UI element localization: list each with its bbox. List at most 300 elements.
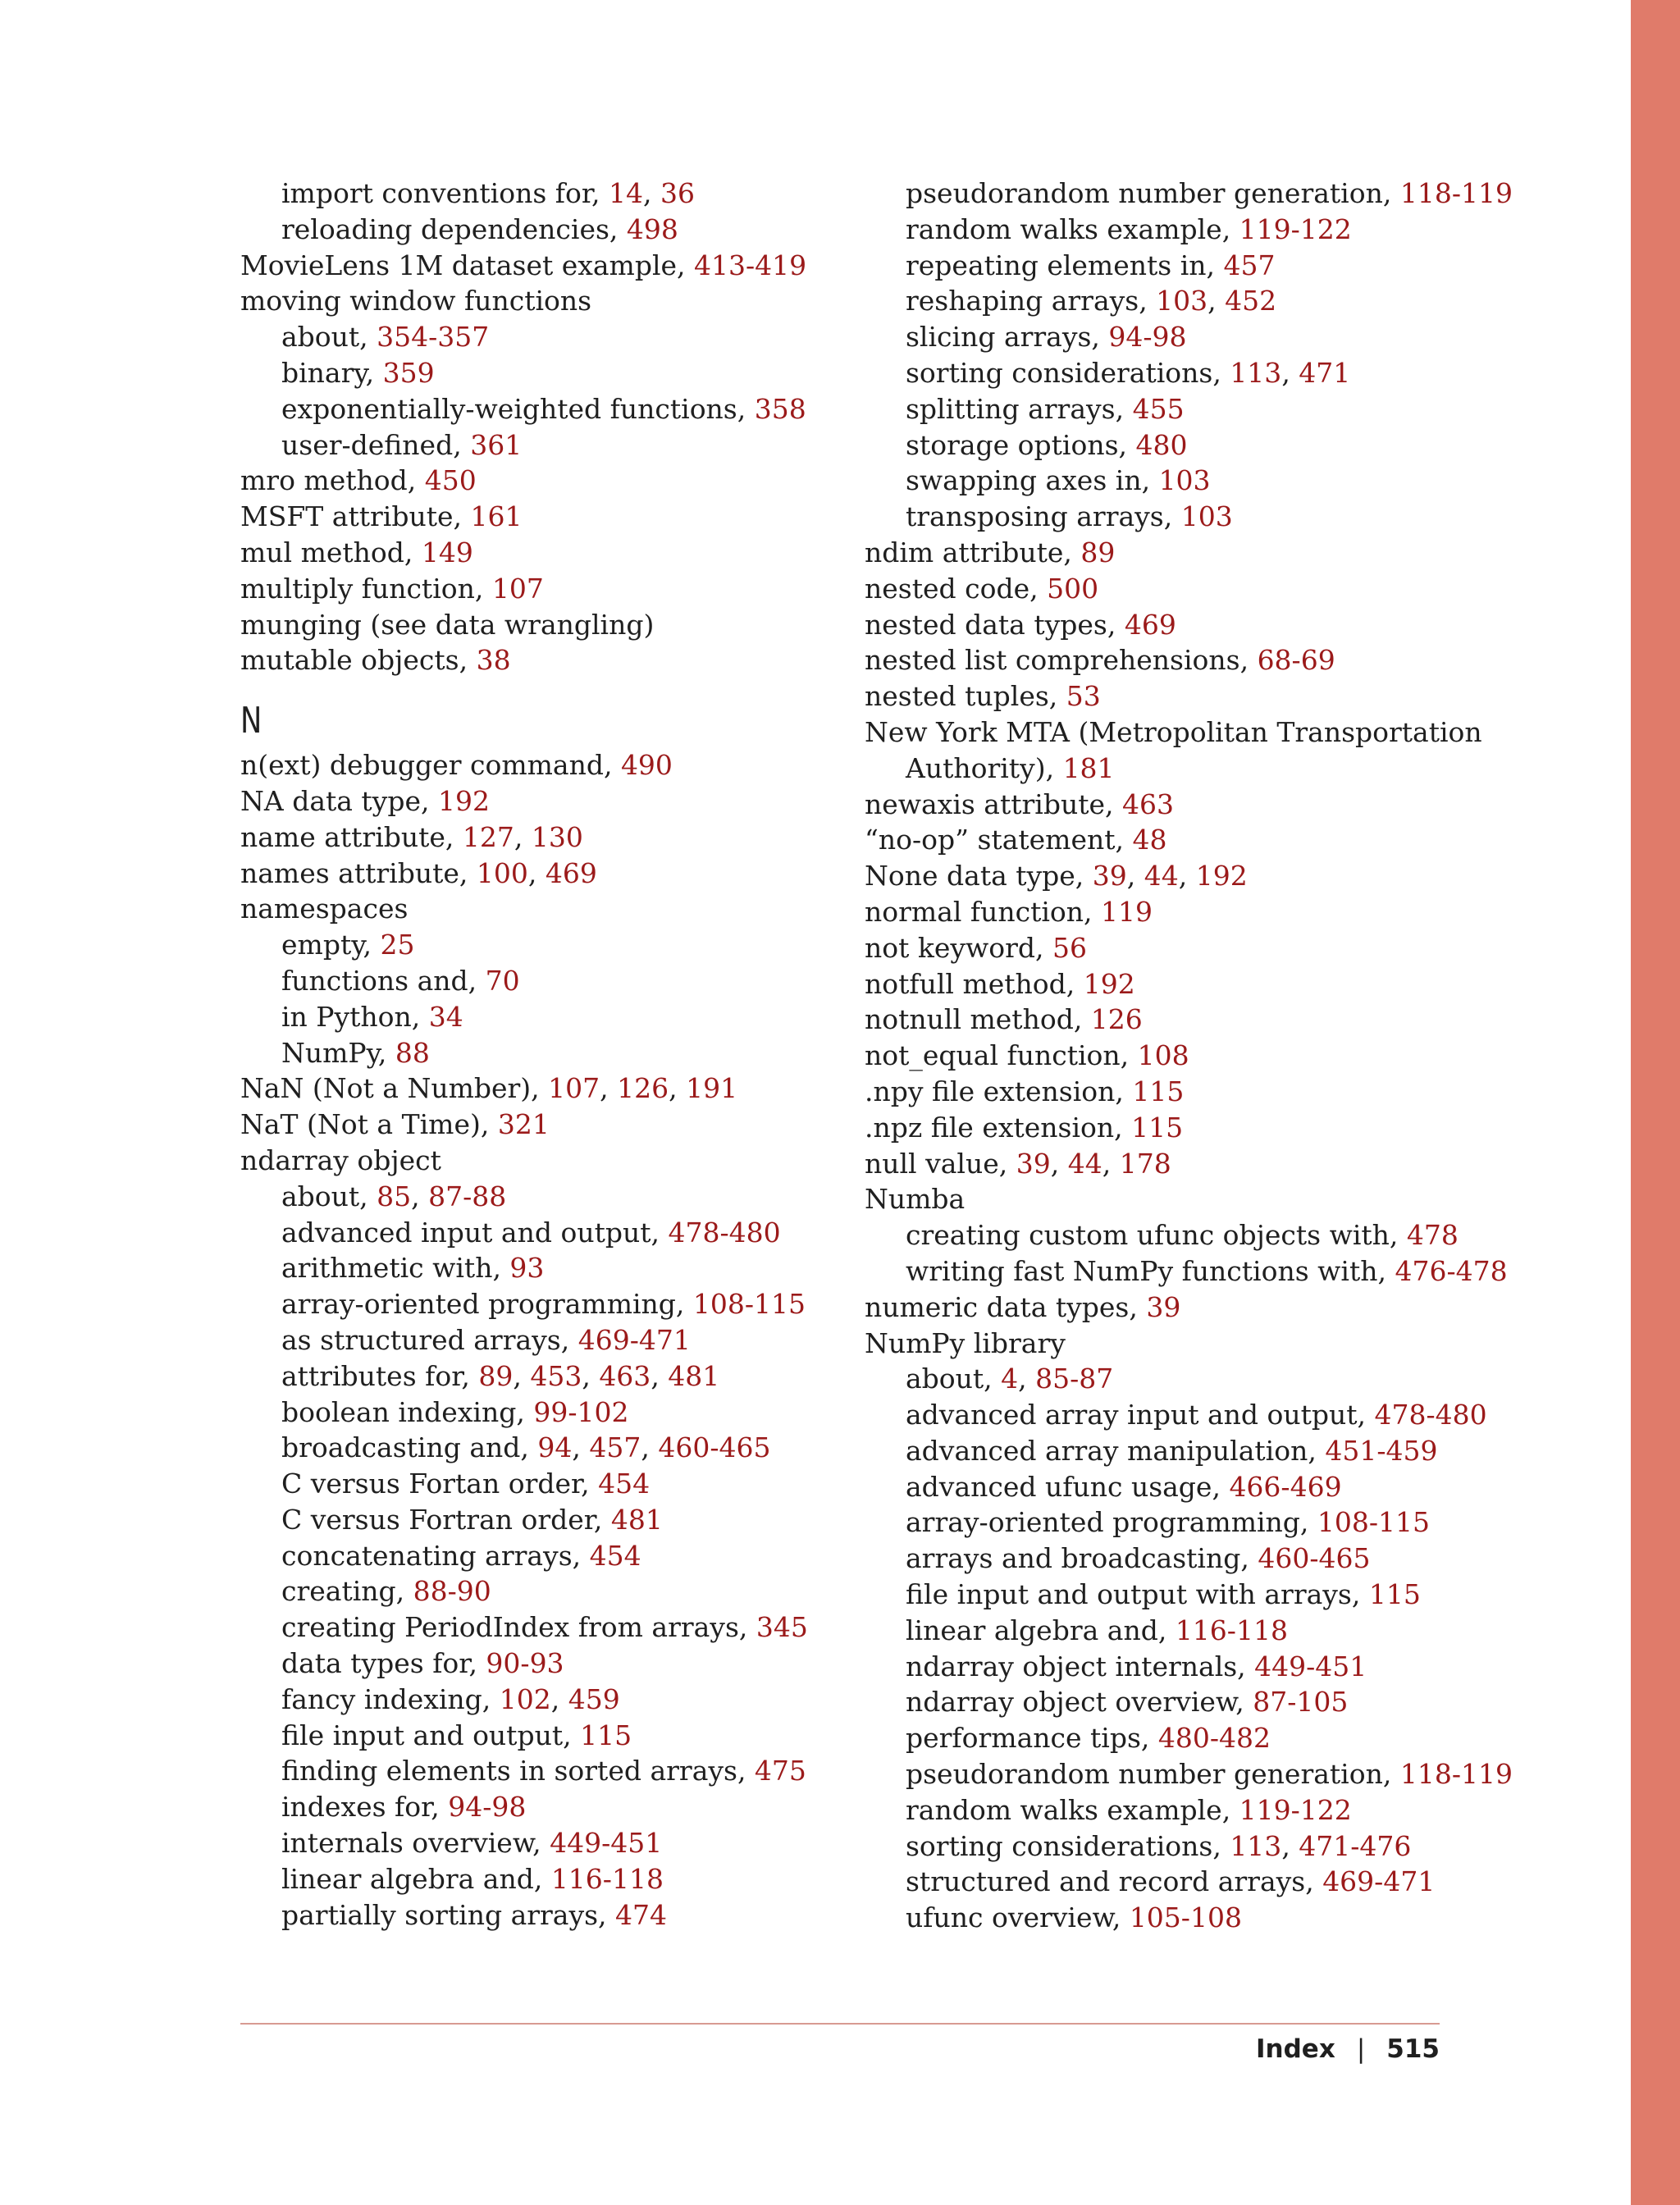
index-term: .npz file extension, [865, 1111, 1132, 1144]
index-entry [865, 930, 1488, 966]
index-subentry [240, 1286, 864, 1322]
page-reference-link[interactable]: 455 [1132, 392, 1185, 425]
index-term: Numba [865, 1183, 966, 1216]
index-entry [240, 819, 864, 856]
ref-separator: , [527, 856, 546, 889]
index-entry [865, 1181, 1488, 1217]
page-reference-link[interactable]: 471 [1299, 356, 1351, 389]
page-reference-link[interactable]: 321 [497, 1108, 550, 1141]
page-reference-link[interactable]: 103 [1180, 500, 1233, 533]
page-reference-link[interactable]: 469-471 [1322, 1865, 1436, 1898]
ref-separator: , [600, 1072, 618, 1105]
index-term: splitting arrays, [906, 392, 1133, 425]
ref-separator: , [1126, 860, 1144, 892]
page-reference-link[interactable]: 36 [660, 177, 695, 209]
index-subentry [240, 212, 864, 248]
index-term: MovieLens 1M dataset example, [240, 249, 695, 281]
index-term: nested data types, [865, 608, 1125, 641]
page-reference-link[interactable]: 130 [531, 820, 583, 853]
index-term: import conventions for, [281, 177, 609, 209]
page-reference-link[interactable]: 475 [754, 1755, 806, 1787]
page-reference-link[interactable]: 192 [1195, 860, 1248, 892]
index-entry [240, 571, 864, 607]
index-subentry [865, 176, 1513, 212]
page-reference-link[interactable]: 127 [462, 820, 514, 853]
page-reference-link[interactable]: 94-98 [1108, 321, 1187, 354]
page-reference-link[interactable]: 94-98 [448, 1791, 527, 1824]
page-reference-link[interactable]: 118-119 [1399, 177, 1513, 209]
page-reference-link[interactable]: 88 [395, 1036, 430, 1069]
page-reference-link[interactable]: 105-108 [1129, 1901, 1242, 1934]
page-reference-link[interactable]: 107 [491, 572, 544, 605]
page-reference-link[interactable]: 463 [1121, 788, 1174, 820]
page-reference-link[interactable]: 480-482 [1157, 1722, 1271, 1755]
index-subentry [240, 1250, 864, 1286]
index-term: pseudorandom number generation, [906, 1758, 1400, 1791]
page-reference-link[interactable]: 115 [1368, 1578, 1421, 1611]
page-reference-link[interactable]: 93 [509, 1252, 545, 1285]
index-term: notnull method, [865, 1003, 1091, 1036]
page-reference-link[interactable]: 463 [599, 1359, 651, 1392]
page-reference-link[interactable]: 87-105 [1253, 1686, 1349, 1719]
index-term: C versus Fortran order, [281, 1503, 611, 1536]
index-entry [865, 822, 1488, 858]
page-reference-link[interactable]: 118-119 [1399, 1758, 1513, 1791]
page-reference-link[interactable]: 476-478 [1395, 1254, 1508, 1287]
index-term: advanced array input and output, [906, 1399, 1375, 1431]
index-subentry [865, 248, 1488, 284]
index-term: NaN (Not a Number), [240, 1072, 549, 1105]
page-reference-link[interactable]: 450 [424, 464, 477, 497]
index-subentry [865, 1397, 1488, 1433]
index-subentry [240, 1358, 864, 1395]
index-subentry [865, 1541, 1488, 1577]
index-entry [865, 1110, 1488, 1146]
page-reference-link[interactable]: 119-122 [1239, 1793, 1352, 1826]
index-subentry [865, 1900, 1488, 1936]
ref-separator: , [1178, 860, 1196, 892]
index-term: NumPy, [281, 1036, 395, 1069]
index-subentry [240, 427, 864, 463]
index-term: linear algebra and, [281, 1862, 551, 1895]
index-subentry [240, 999, 864, 1035]
page-reference-link[interactable]: 481 [610, 1503, 663, 1536]
index-term: creating, [281, 1575, 413, 1608]
index-subentry [240, 1466, 864, 1502]
page-reference-link[interactable]: 354-357 [377, 321, 490, 354]
page-reference-link[interactable]: 345 [756, 1611, 808, 1644]
index-subentry [240, 1430, 864, 1466]
index-subentry [240, 1646, 864, 1682]
ref-separator: , [550, 1682, 568, 1715]
index-subentry [240, 391, 864, 427]
index-term: .npy file extension, [865, 1075, 1133, 1107]
page-reference-link[interactable]: 469-471 [578, 1323, 691, 1356]
index-entry [240, 607, 864, 643]
index-subentry [865, 499, 1488, 535]
index-subentry [865, 1253, 1508, 1290]
index-term: user-defined, [281, 428, 471, 461]
page-reference-link[interactable]: 471-476 [1299, 1829, 1412, 1862]
index-entry [865, 571, 1488, 607]
page-reference-link[interactable]: 115 [580, 1719, 632, 1751]
index-entry [240, 1143, 864, 1179]
page-reference-link[interactable]: 490 [620, 749, 673, 782]
page-reference-link[interactable]: 48 [1132, 824, 1167, 856]
page-reference-link[interactable]: 99-102 [533, 1395, 629, 1428]
page-reference-link[interactable]: 454 [598, 1468, 651, 1500]
index-term: partially sorting arrays, [281, 1898, 616, 1931]
index-term: attributes for, [281, 1359, 479, 1392]
page-reference-link[interactable]: 457 [589, 1431, 641, 1464]
page-reference-link[interactable]: 108-115 [1317, 1506, 1431, 1539]
index-term: about, [281, 1180, 377, 1212]
index-entry [865, 966, 1488, 1002]
page-reference-link[interactable]: 481 [668, 1359, 720, 1392]
index-subentry [240, 1395, 864, 1431]
index-term: not keyword, [865, 931, 1053, 964]
page-reference-link[interactable]: 113 [1230, 1829, 1282, 1862]
page-reference-link[interactable]: 108 [1137, 1039, 1189, 1072]
page-reference-link[interactable]: 113 [1230, 356, 1282, 389]
index-term: functions and, [281, 964, 486, 997]
page-reference-link[interactable]: 454 [589, 1539, 641, 1572]
page-reference-link[interactable]: 413-419 [694, 249, 807, 281]
page-reference-link[interactable]: 480 [1135, 428, 1188, 461]
page-reference-link[interactable]: 191 [686, 1072, 738, 1105]
page-reference-link[interactable]: 44 [1144, 860, 1179, 892]
index-term: NumPy library [865, 1326, 1066, 1359]
page-reference-link[interactable]: 34 [428, 1000, 463, 1033]
index-subentry [865, 1361, 1488, 1397]
index-subentry [865, 1684, 1488, 1720]
index-entry [865, 678, 1488, 714]
index-subentry [865, 1649, 1488, 1685]
page-footer [1256, 2034, 1440, 2064]
page-reference-link[interactable]: 359 [382, 356, 435, 389]
index-term: “no-op” statement, [865, 824, 1133, 856]
index-entry [240, 747, 864, 783]
index-subentry [865, 212, 1488, 248]
page-reference-link[interactable]: 89 [1080, 536, 1116, 568]
page-reference-link[interactable]: 90-93 [486, 1647, 564, 1680]
page-reference-link[interactable]: 87-88 [428, 1180, 507, 1212]
index-term: indexes for, [281, 1791, 449, 1824]
index-term: reloading dependencies, [281, 212, 627, 245]
index-subentry [240, 1609, 864, 1646]
page-reference-link[interactable]: 500 [1047, 572, 1099, 605]
page-reference-link[interactable]: 68-69 [1257, 644, 1335, 677]
page-reference-link[interactable]: 181 [1062, 751, 1115, 784]
index-term: ufunc overview, [906, 1901, 1130, 1934]
page-number: 515 [1386, 2034, 1440, 2064]
index-entry [865, 714, 1488, 787]
page-reference-link[interactable]: 14 [608, 177, 643, 209]
index-term: advanced ufunc usage, [906, 1470, 1230, 1503]
index-subentry [240, 1538, 864, 1574]
page-reference-link[interactable]: 149 [421, 536, 473, 568]
index-term: notfull method, [865, 967, 1084, 1000]
index-subentry [865, 427, 1488, 463]
page-reference-link[interactable]: 4 [1001, 1363, 1019, 1395]
index-term: exponentially-weighted functions, [281, 392, 755, 425]
index-subentry [865, 1577, 1488, 1613]
page-reference-link[interactable]: 161 [470, 500, 523, 533]
page-reference-link[interactable]: 116-118 [1175, 1614, 1288, 1646]
ref-separator: , [669, 1072, 687, 1105]
index-subentry [240, 319, 864, 355]
page-reference-link[interactable]: 192 [437, 784, 490, 817]
index-term: creating custom ufunc objects with, [906, 1219, 1407, 1252]
index-subentry [865, 1504, 1488, 1541]
ref-separator: , [582, 1359, 600, 1392]
page-reference-link[interactable]: 103 [1158, 464, 1211, 497]
index-term: boolean indexing, [281, 1395, 534, 1428]
index-subentry [865, 1864, 1488, 1900]
ref-separator: , [1050, 1147, 1068, 1180]
index-letter-heading: N [240, 700, 262, 742]
ref-separator: , [572, 1431, 590, 1464]
ref-separator: , [514, 820, 532, 853]
index-term: advanced array manipulation, [906, 1434, 1326, 1467]
index-term: transposing arrays, [906, 500, 1181, 533]
index-entry [865, 1002, 1488, 1038]
page-reference-link[interactable]: 452 [1225, 285, 1277, 317]
index-subentry [240, 1215, 864, 1251]
page-reference-link[interactable]: 70 [485, 964, 520, 997]
page-reference-link[interactable]: 53 [1066, 680, 1101, 713]
page-reference-link[interactable]: 85-87 [1035, 1363, 1114, 1395]
page-reference-link[interactable]: 469 [1124, 608, 1176, 641]
index-term: as structured arrays, [281, 1323, 578, 1356]
page-reference-link[interactable]: 116-118 [550, 1862, 664, 1895]
index-term: repeating elements in, [906, 249, 1224, 281]
index-term: normal function, [865, 895, 1102, 928]
index-term: about, [281, 321, 377, 354]
page-reference-link[interactable]: 119-122 [1239, 212, 1352, 245]
index-entry [240, 1107, 864, 1143]
index-term: NA data type, [240, 784, 438, 817]
footer-divider [240, 2023, 1440, 2025]
index-term: C versus Fortan order, [281, 1468, 599, 1500]
index-term: sorting considerations, [906, 356, 1230, 389]
index-subentry [865, 1720, 1488, 1756]
page-reference-link[interactable]: 56 [1052, 931, 1088, 964]
ref-separator: , [1281, 356, 1299, 389]
page-reference-link[interactable]: 89 [478, 1359, 514, 1392]
page-reference-link[interactable]: 478 [1406, 1219, 1459, 1252]
index-subentry [865, 391, 1488, 427]
index-entry [865, 607, 1488, 643]
index-term: storage options, [906, 428, 1136, 461]
ref-separator: , [1018, 1363, 1036, 1395]
index-subentry [865, 463, 1488, 499]
index-entry [240, 783, 864, 819]
index-subentry [240, 1861, 864, 1897]
page-reference-link[interactable]: 474 [615, 1898, 668, 1931]
page-reference-link[interactable]: 451-459 [1325, 1434, 1438, 1467]
index-term: finding elements in sorted arrays, [281, 1755, 755, 1787]
ref-separator: , [1281, 1829, 1299, 1862]
index-term: sorting considerations, [906, 1829, 1230, 1862]
page-reference-link[interactable]: 478-480 [1374, 1399, 1487, 1431]
index-subentry [865, 1217, 1488, 1253]
index-column-left [240, 176, 864, 1933]
index-entry [240, 283, 864, 319]
page-reference-link[interactable]: 103 [1156, 285, 1208, 317]
index-term: arrays and broadcasting, [906, 1542, 1258, 1575]
index-term: nested code, [865, 572, 1048, 605]
index-term: names attribute, [240, 856, 477, 889]
index-subentry [865, 1433, 1488, 1469]
index-term: internals overview, [281, 1827, 550, 1860]
index-subentry [240, 1718, 864, 1754]
page-reference-link[interactable]: 38 [476, 644, 511, 677]
index-subentry [865, 1756, 1513, 1792]
index-term: file input and output, [281, 1719, 581, 1751]
page-reference-link[interactable]: 102 [499, 1682, 551, 1715]
index-entry [240, 499, 864, 535]
index-term: empty, [281, 929, 381, 961]
index-term: mul method, [240, 536, 422, 568]
index-entry [240, 535, 864, 571]
page-reference-link[interactable]: 39 [1016, 1147, 1051, 1180]
ref-separator: , [411, 1180, 429, 1212]
page-reference-link[interactable]: 39 [1146, 1290, 1181, 1323]
index-term: ndarray object overview, [906, 1686, 1253, 1719]
index-term: nested tuples, [865, 680, 1066, 713]
index-subentry [865, 283, 1488, 319]
index-subentry [240, 1573, 864, 1609]
index-entry [865, 1326, 1488, 1362]
ref-separator: , [1102, 1147, 1120, 1180]
index-subentry [240, 1789, 864, 1825]
page-reference-link[interactable]: 115 [1132, 1075, 1185, 1107]
index-term: slicing arrays, [906, 321, 1109, 354]
index-term: structured and record arrays, [906, 1865, 1323, 1898]
index-term: numeric data types, [865, 1290, 1147, 1323]
page-reference-link[interactable]: 459 [568, 1682, 620, 1715]
page-reference-link[interactable]: 457 [1223, 249, 1276, 281]
ref-separator: , [1208, 285, 1226, 317]
page-reference-link[interactable]: 358 [754, 392, 806, 425]
page-reference-link[interactable]: 126 [1090, 1003, 1143, 1036]
page-reference-link[interactable]: 107 [548, 1072, 600, 1105]
side-color-band [1631, 0, 1680, 2205]
index-subentry [240, 963, 864, 999]
page-reference-link[interactable]: 361 [470, 428, 523, 461]
index-term: not_equal function, [865, 1039, 1138, 1072]
index-term: pseudorandom number generation, [906, 177, 1400, 209]
page-reference-link[interactable]: 453 [530, 1359, 582, 1392]
page-reference-link[interactable]: 85 [377, 1180, 412, 1212]
index-subentry [240, 1035, 864, 1071]
page-reference-link[interactable]: 126 [617, 1072, 669, 1105]
index-entry [240, 856, 864, 892]
index-entry [865, 858, 1488, 894]
index-term: arithmetic with, [281, 1252, 510, 1285]
index-subentry [865, 1828, 1488, 1865]
index-entry [240, 463, 864, 499]
index-subentry [240, 1753, 864, 1789]
index-term: mutable objects, [240, 644, 477, 677]
page-reference-link[interactable]: 115 [1131, 1111, 1184, 1144]
index-entry [865, 894, 1488, 930]
index-entry [865, 535, 1488, 571]
index-term: swapping axes in, [906, 464, 1159, 497]
page-reference-link[interactable]: 25 [380, 929, 415, 961]
index-subentry [865, 1613, 1488, 1649]
page-reference-link[interactable]: 498 [626, 212, 678, 245]
index-term: binary, [281, 356, 383, 389]
page-reference-link[interactable]: 178 [1119, 1147, 1171, 1180]
footer-separator: | [1356, 2034, 1366, 2064]
page-reference-link[interactable]: 192 [1083, 967, 1135, 1000]
page-reference-link[interactable]: 39 [1092, 860, 1127, 892]
page-reference-link[interactable]: 108-115 [692, 1288, 806, 1321]
index-subentry [240, 355, 864, 391]
index-term: array-oriented programming, [281, 1288, 693, 1321]
index-subentry [865, 1469, 1488, 1505]
page-reference-link[interactable]: 88-90 [413, 1575, 491, 1608]
index-subentry [865, 1792, 1488, 1828]
index-subentry [240, 1682, 864, 1718]
page-reference-link[interactable]: 469 [545, 856, 597, 889]
index-term: NaT (Not a Time), [240, 1108, 498, 1141]
footer-section-label: Index [1256, 2034, 1335, 2064]
ref-separator: , [513, 1359, 531, 1392]
index-term: data types for, [281, 1647, 486, 1680]
index-term: mro method, [240, 464, 425, 497]
index-subentry [865, 355, 1488, 391]
index-term: name attribute, [240, 820, 463, 853]
index-entry [865, 1146, 1488, 1182]
index-subentry [240, 176, 864, 212]
page-reference-link[interactable]: 478-480 [668, 1216, 781, 1249]
index-term: null value, [865, 1147, 1016, 1180]
index-term: moving window functions [240, 285, 592, 317]
index-term: broadcasting and, [281, 1431, 538, 1464]
index-entry [240, 248, 864, 284]
index-entry [865, 1038, 1488, 1074]
page-reference-link[interactable]: 449-451 [1254, 1650, 1367, 1682]
index-term: about, [906, 1363, 1002, 1395]
index-column-right [865, 176, 1513, 1936]
page-reference-link[interactable]: 460-465 [658, 1431, 771, 1464]
index-term: ndarray object internals, [906, 1650, 1255, 1682]
page-reference-link[interactable]: 449-451 [550, 1827, 663, 1860]
page-reference-link[interactable]: 460-465 [1258, 1542, 1371, 1575]
page-reference-link[interactable]: 119 [1101, 895, 1153, 928]
page-reference-link[interactable]: 100 [476, 856, 528, 889]
page-reference-link[interactable]: 466-469 [1229, 1470, 1342, 1503]
index-term: creating PeriodIndex from arrays, [281, 1611, 756, 1644]
page-reference-link[interactable]: 44 [1067, 1147, 1102, 1180]
index-term: ndim attribute, [865, 536, 1081, 568]
index-term: reshaping arrays, [906, 285, 1157, 317]
index-subentry [240, 1825, 864, 1861]
index-subentry [240, 927, 864, 963]
index-subentry [240, 1322, 864, 1358]
index-term: array-oriented programming, [906, 1506, 1317, 1539]
index-subentry [240, 1502, 864, 1538]
index-term: file input and output with arrays, [906, 1578, 1369, 1611]
page-reference-link[interactable]: 94 [537, 1431, 573, 1464]
index-term: random walks example, [906, 212, 1239, 245]
index-entry [865, 1074, 1488, 1110]
index-term: newaxis attribute, [865, 788, 1122, 820]
index-term: MSFT attribute, [240, 500, 471, 533]
